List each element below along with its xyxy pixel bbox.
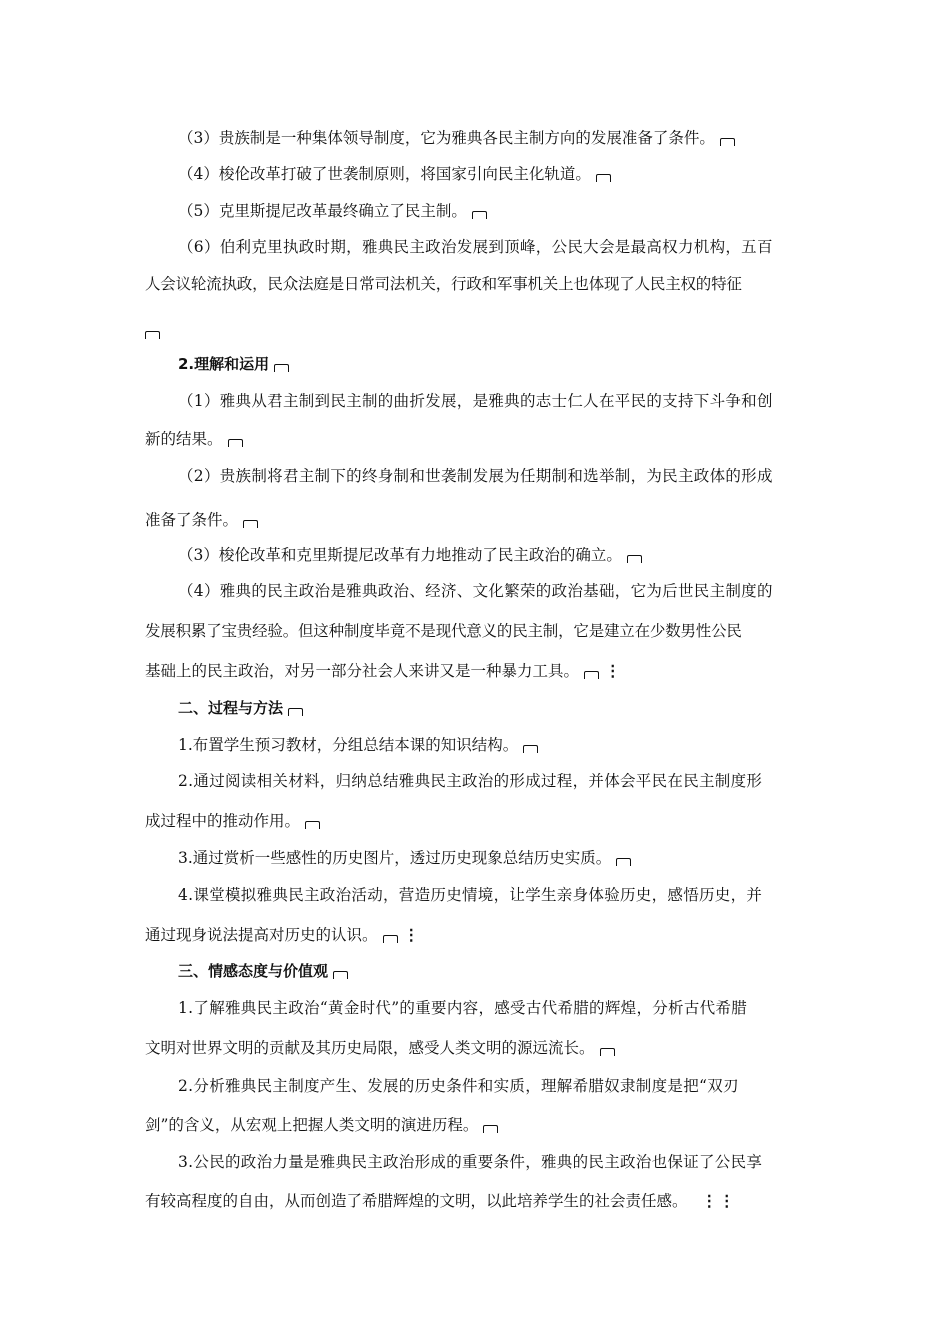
line-text: （2）贵族制将君主制下的终身制和世袭制发展为任期制和选举制，为民主政体的形成 [178, 467, 773, 485]
line-text: 2.分析雅典民主制度产生、发展的历史条件和实质，理解希腊奴隶制度是把“双刃 [178, 1077, 739, 1095]
line-text: 准备了条件。 [145, 511, 239, 529]
paragraph-line [178, 1075, 810, 1097]
paragraph-line [145, 320, 810, 342]
paragraph-mark-icon [584, 671, 599, 679]
ellipsis-mark: ⋮⋮ [701, 1191, 737, 1210]
paragraph-mark-icon [523, 745, 538, 753]
line-text: （3）贵族制是一种集体领导制度，它为雅典各民主制方向的发展准备了条件。 [178, 129, 715, 147]
section-heading [178, 697, 810, 719]
line-text: 通过现身说法提高对历史的认识。 [145, 926, 378, 944]
ellipsis-mark: ⋮ [403, 925, 422, 944]
line-text: 4.课堂模拟雅典民主政治活动，营造历史情境，让学生亲身体验历史，感悟历史，并 [178, 886, 763, 904]
line-text: 文明对世界文明的贡献及其历史局限，感受人类文明的源远流长。 [145, 1039, 595, 1057]
ellipsis-mark: ⋮ [605, 661, 623, 680]
paragraph-line [178, 770, 810, 792]
line-text: 有较高程度的自由，从而创造了希腊辉煌的文明，以此培养学生的社会责任感。 [145, 1192, 688, 1210]
paragraph-mark-icon [596, 174, 611, 182]
line-text: 人会议轮流执政，民众法庭是日常司法机关，行政和军事机关上也体现了人民主权的特征 [145, 275, 742, 293]
paragraph-line [178, 163, 810, 185]
paragraph-mark-icon [305, 821, 320, 829]
paragraph-mark-icon [616, 858, 631, 866]
line-text: （3）梭伦改革和克里斯提尼改革有力地推动了民主政治的确立。 [178, 546, 622, 564]
line-text: 1.布置学生预习教材，分组总结本课的知识结构。 [178, 736, 519, 754]
paragraph-mark-icon [600, 1048, 615, 1056]
line-text: 1.了解雅典民主政治“黄金时代”的重要内容，感受古代希腊的辉煌，分析古代希腊 [178, 999, 748, 1017]
paragraph-mark-icon [333, 971, 348, 979]
paragraph-mark-icon [274, 364, 289, 372]
paragraph-line [145, 660, 810, 682]
paragraph-line [178, 997, 810, 1019]
paragraph-line [178, 544, 810, 566]
paragraph-mark-icon [243, 520, 258, 528]
line-text: 3.通过赏析一些感性的历史图片，透过历史现象总结历史实质。 [178, 849, 612, 867]
paragraph-mark-icon [472, 211, 487, 219]
line-text: （4）梭伦改革打破了世袭制原则，将国家引向民主化轨道。 [178, 165, 591, 183]
paragraph-line [145, 1037, 810, 1059]
paragraph-mark-icon [720, 138, 735, 146]
line-text: 基础上的民主政治，对另一部分社会人来讲又是一种暴力工具。 [145, 662, 580, 680]
line-text: 2.通过阅读相关材料，归纳总结雅典民主政治的形成过程，并体会平民在民主制度形 [178, 772, 763, 790]
paragraph-line [145, 509, 810, 531]
paragraph-mark-icon [627, 555, 642, 563]
line-text: （1）雅典从君主制到民主制的曲折发展，是雅典的志士仁人在平民的支持下斗争和创 [178, 392, 773, 410]
line-text: 新的结果。 [145, 430, 223, 448]
paragraph-line [178, 200, 810, 222]
paragraph-line [178, 236, 810, 258]
line-text: 3.公民的政治力量是雅典民主政治形成的重要条件，雅典的民主政治也保证了公民享 [178, 1153, 763, 1171]
paragraph-line [178, 390, 810, 412]
paragraph-line [178, 884, 810, 906]
paragraph-line [145, 924, 810, 946]
section-heading [178, 960, 810, 982]
paragraph-line [145, 273, 810, 295]
paragraph-line [178, 127, 810, 149]
paragraph-line [178, 734, 810, 756]
line-text: （5）克里斯提尼改革最终确立了民主制。 [178, 202, 467, 220]
paragraph-mark-icon [288, 708, 303, 716]
paragraph-line [178, 465, 810, 487]
line-text: 发展积累了宝贵经验。但这种制度毕竟不是现代意义的民主制，它是建立在少数男性公民 [145, 622, 742, 640]
paragraph-line [145, 428, 810, 450]
line-text: （4）雅典的民主政治是雅典政治、经济、文化繁荣的政治基础，它为后世民主制度的 [178, 582, 773, 600]
paragraph-line [145, 1114, 810, 1136]
section-heading [178, 353, 810, 375]
paragraph-mark-icon [228, 439, 243, 447]
paragraph-line [145, 810, 810, 832]
paragraph-mark-icon [145, 331, 160, 339]
line-text: 剑”的含义，从宏观上把握人类文明的演进历程。 [145, 1116, 479, 1134]
paragraph-mark-icon [383, 935, 398, 943]
paragraph-line [178, 847, 810, 869]
paragraph-line [145, 1190, 810, 1212]
heading-text: 二、过程与方法 [178, 699, 284, 717]
paragraph-mark-icon [483, 1125, 498, 1133]
paragraph-line [178, 1151, 810, 1173]
heading-text: 三、情感态度与价值观 [178, 962, 329, 980]
line-text: （6）伯利克里执政时期，雅典民主政治发展到顶峰，公民大会是最高权力机构，五百 [178, 238, 773, 256]
paragraph-line [178, 580, 810, 602]
heading-text: 2.理解和运用 [178, 355, 270, 373]
line-text: 成过程中的推动作用。 [145, 812, 301, 830]
paragraph-line [145, 620, 810, 642]
